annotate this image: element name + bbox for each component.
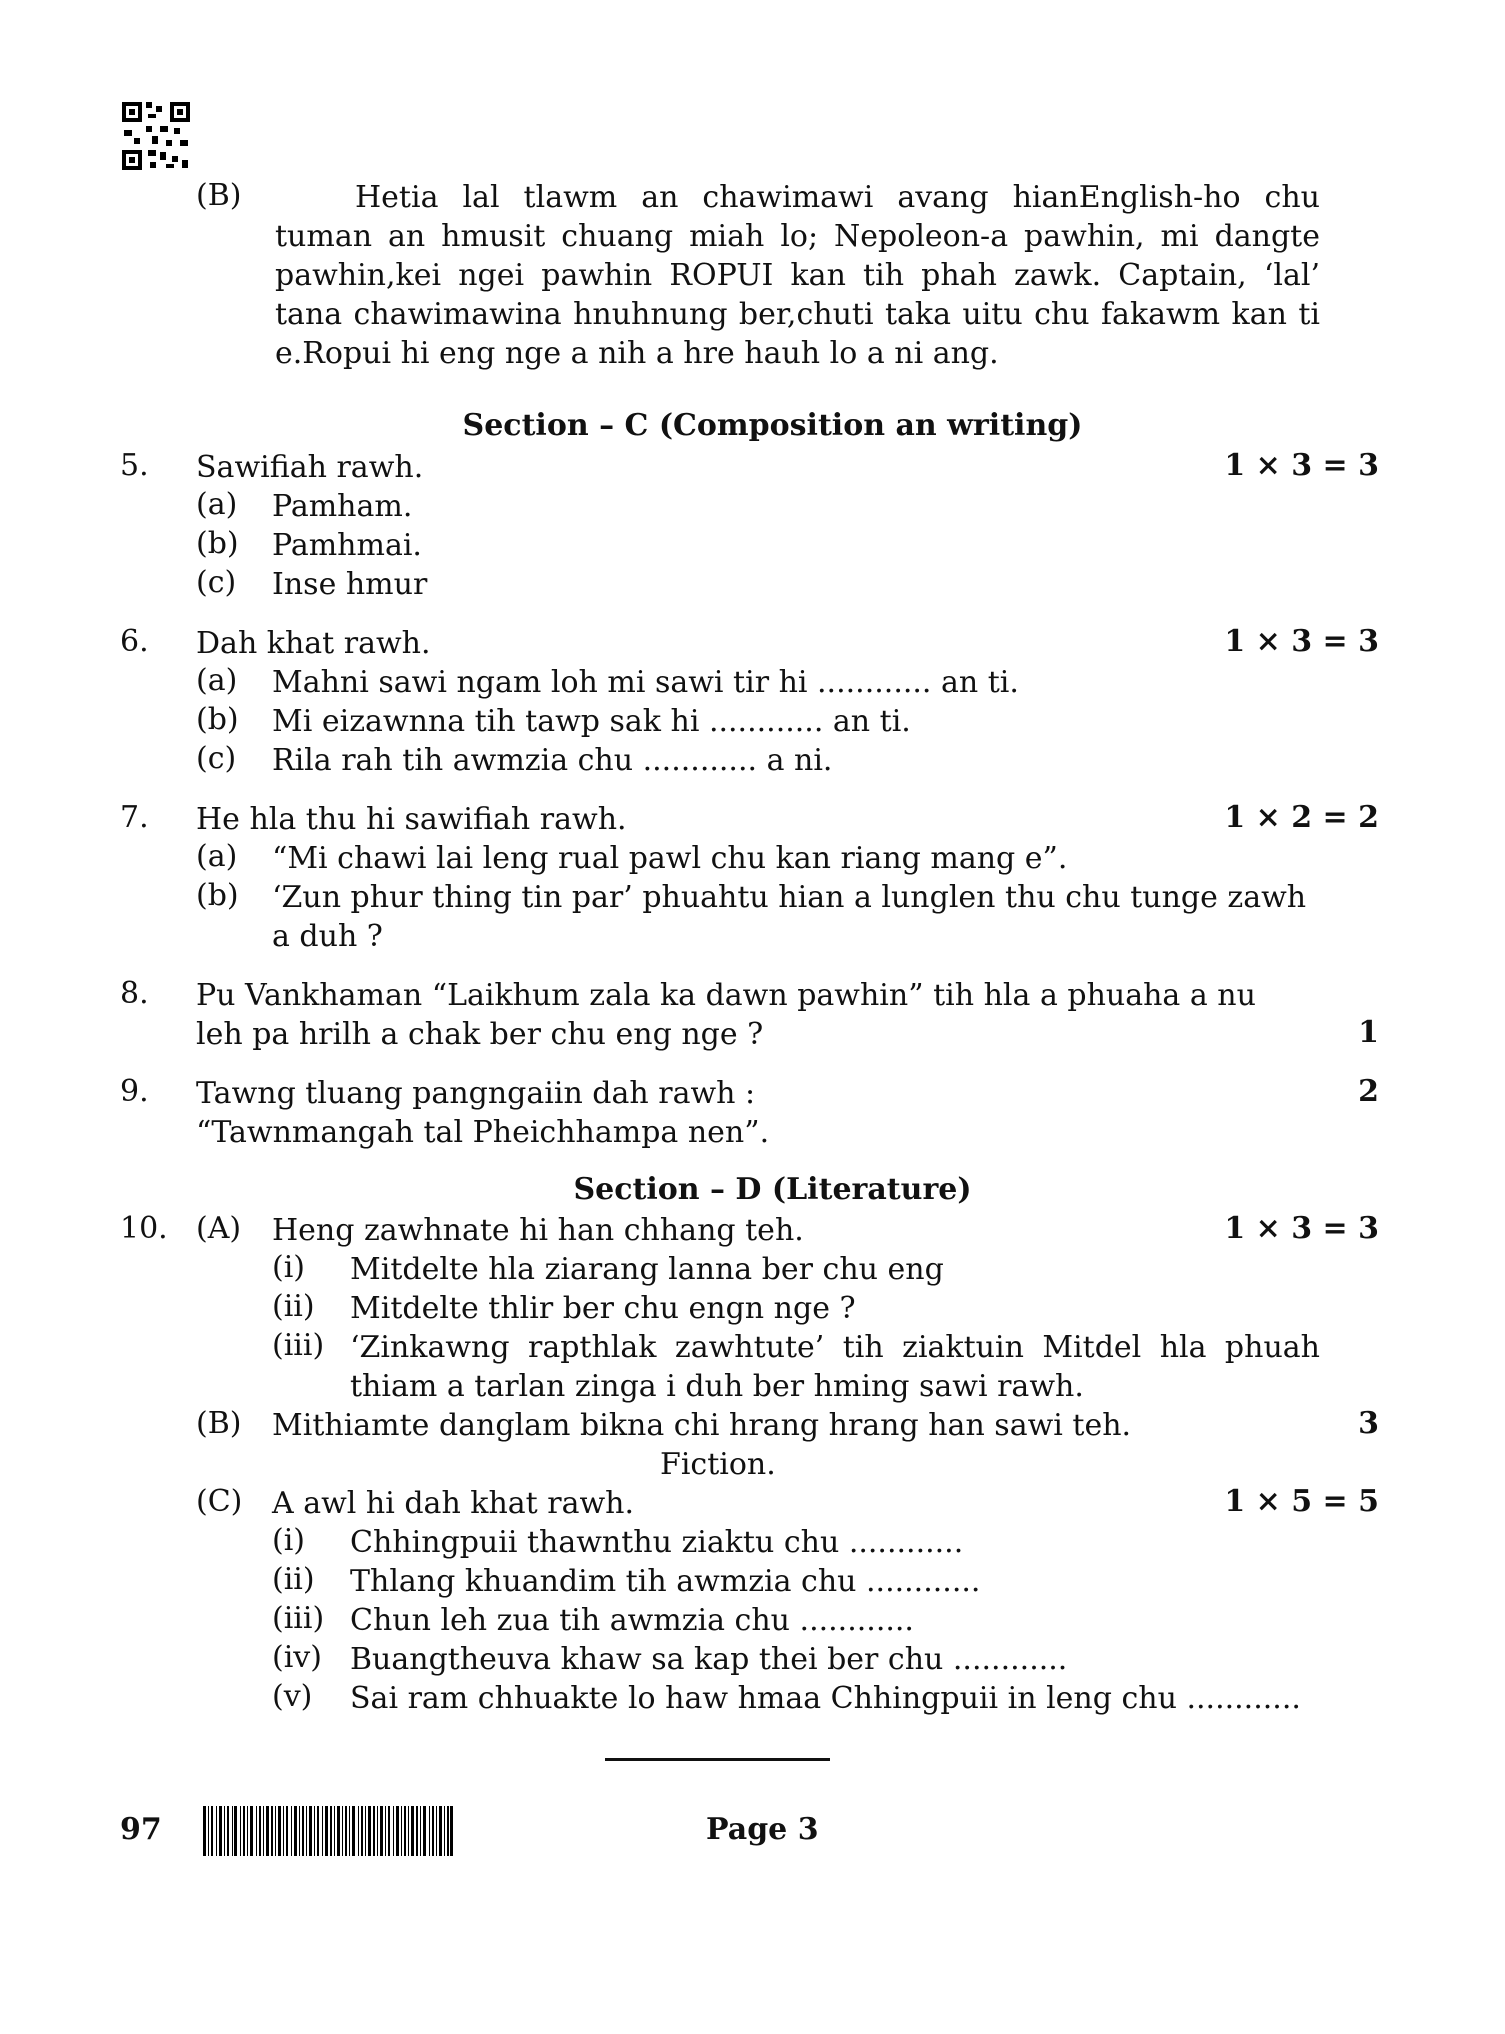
part-b-line-4: tana chawimawina hnuhnung ber,chuti taka uitu chu fakawm kan ti <box>275 297 1320 332</box>
paper-code: 97 <box>120 1812 162 1847</box>
q8-marks: 1 <box>1358 1015 1379 1050</box>
part-b-line-3: pawhin,kei ngei pawhin ROPUI kan tih phah zawk. Captain, ‘lal’ <box>275 258 1320 293</box>
q6-text: Dah khat rawh. <box>196 626 431 661</box>
section-d-title: Section – D (Literature) <box>573 1172 972 1207</box>
q10-c-i-text: Chhingpuii thawnthu ziaktu chu ............ <box>350 1525 964 1560</box>
q6-c-label: (c) <box>196 741 237 776</box>
q7-marks: 1 × 2 = 2 <box>1224 800 1379 835</box>
page-number: Page 3 <box>706 1812 819 1847</box>
barcode <box>203 1806 453 1856</box>
q7-a-label: (a) <box>196 839 238 874</box>
q7-a-text: “Mi chawi lai leng rual pawl chu kan riang mang e”. <box>272 841 1068 876</box>
q10-c-label: (C) <box>196 1484 243 1519</box>
q10-c-iii-text: Chun leh zua tih awmzia chu ............ <box>350 1603 914 1638</box>
q5-a-label: (a) <box>196 487 238 522</box>
q10-c-v-text: Sai ram chhuakte lo haw hmaa Chhingpuii in leng chu ............ <box>350 1681 1301 1716</box>
q5-number: 5. <box>120 448 149 483</box>
q10-number: 10. <box>120 1211 168 1246</box>
q10-a-ii-label: (ii) <box>272 1289 315 1324</box>
q6-b-text: Mi eizawnna tih tawp sak hi ............ an ti. <box>272 704 911 739</box>
q5-marks: 1 × 3 = 3 <box>1224 448 1379 483</box>
q9-line-1: Tawng tluang pangngaiin dah rawh : <box>196 1076 756 1111</box>
q10-a-iii-text-cont: thiam a tarlan zinga i duh ber hming sawi rawh. <box>350 1369 1084 1404</box>
q6-b-label: (b) <box>196 702 239 737</box>
q10-c-iv-label: (iv) <box>272 1640 322 1675</box>
q6-c-text: Rila rah tih awmzia chu ............ a ni. <box>272 743 833 778</box>
q5-c-label: (c) <box>196 565 237 600</box>
q7-b-text-cont: a duh ? <box>272 919 383 954</box>
q10-c-ii-text: Thlang khuandim tih awmzia chu ............ <box>350 1564 981 1599</box>
part-b-label: (B) <box>196 178 242 213</box>
q5-c-text: Inse hmur <box>272 567 428 602</box>
q10-a-marks: 1 × 3 = 3 <box>1224 1211 1379 1246</box>
q10-b-text: Mithiamte danglam bikna chi hrang hrang han sawi teh. <box>272 1408 1132 1443</box>
q10-c-iv-text: Buangtheuva khaw sa kap thei ber chu ............ <box>350 1642 1068 1677</box>
q5-b-label: (b) <box>196 526 239 561</box>
q10-a-iii-text: ‘Zinkawng rapthlak zawhtute’ tih ziaktuin Mitdel hla phuah <box>350 1330 1320 1365</box>
q5-b-text: Pamhmai. <box>272 528 422 563</box>
q10-c-text: A awl hi dah khat rawh. <box>272 1486 635 1521</box>
q7-text: He hla thu hi sawifiah rawh. <box>196 802 627 837</box>
end-divider <box>605 1758 830 1761</box>
q10-a-label: (A) <box>196 1211 242 1246</box>
q10-a-i-text: Mitdelte hla ziarang lanna ber chu eng <box>350 1252 944 1287</box>
q10-c-v-label: (v) <box>272 1679 313 1714</box>
q10-a-i-label: (i) <box>272 1250 306 1285</box>
q5-a-text: Pamham. <box>272 489 413 524</box>
q10-b-label: (B) <box>196 1406 242 1441</box>
q5-text: Sawifiah rawh. <box>196 450 424 485</box>
q10-a-ii-text: Mitdelte thlir ber chu engn nge ? <box>350 1291 856 1326</box>
q7-b-text: ‘Zun phur thing tin par’ phuahtu hian a lunglen thu chu tunge zawh <box>272 880 1307 915</box>
part-b-line-5: e.Ropui hi eng nge a nih a hre hauh lo a ni ang. <box>275 336 999 371</box>
q8-line-1: Pu Vankhaman “Laikhum zala ka dawn pawhin” tih hla a phuaha a nu <box>196 978 1256 1013</box>
q9-number: 9. <box>120 1074 149 1109</box>
q10-c-marks: 1 × 5 = 5 <box>1224 1484 1379 1519</box>
q10-a-iii-label: (iii) <box>272 1328 325 1363</box>
q7-number: 7. <box>120 800 149 835</box>
q9-line-2: “Tawnmangah tal Pheichhampa nen”. <box>196 1115 770 1150</box>
q6-a-label: (a) <box>196 663 238 698</box>
qr-code <box>120 100 192 172</box>
part-b-paragraph <box>275 178 1320 373</box>
part-b-line-1: Hetia lal tlawm an chawimawi avang hianEnglish-ho chu <box>355 180 1320 215</box>
q10-b-marks: 3 <box>1358 1406 1379 1441</box>
fiction-heading: Fiction. <box>660 1447 776 1482</box>
q8-line-2: leh pa hrilh a chak ber chu eng nge ? <box>196 1017 764 1052</box>
q6-marks: 1 × 3 = 3 <box>1224 624 1379 659</box>
q10-c-iii-label: (iii) <box>272 1601 325 1636</box>
q9-marks: 2 <box>1358 1074 1379 1109</box>
q10-a-text: Heng zawhnate hi han chhang teh. <box>272 1213 804 1248</box>
q8-number: 8. <box>120 976 149 1011</box>
q6-a-text: Mahni sawi ngam loh mi sawi tir hi ............ an ti. <box>272 665 1019 700</box>
section-c-title: Section – C (Composition an writing) <box>462 408 1083 443</box>
part-b-line-2: tuman an hmusit chuang miah lo; Nepoleon-a pawhin, mi dangte <box>275 219 1320 254</box>
q10-c-ii-label: (ii) <box>272 1562 315 1597</box>
q10-c-i-label: (i) <box>272 1523 306 1558</box>
q7-b-label: (b) <box>196 878 239 913</box>
q6-number: 6. <box>120 624 149 659</box>
